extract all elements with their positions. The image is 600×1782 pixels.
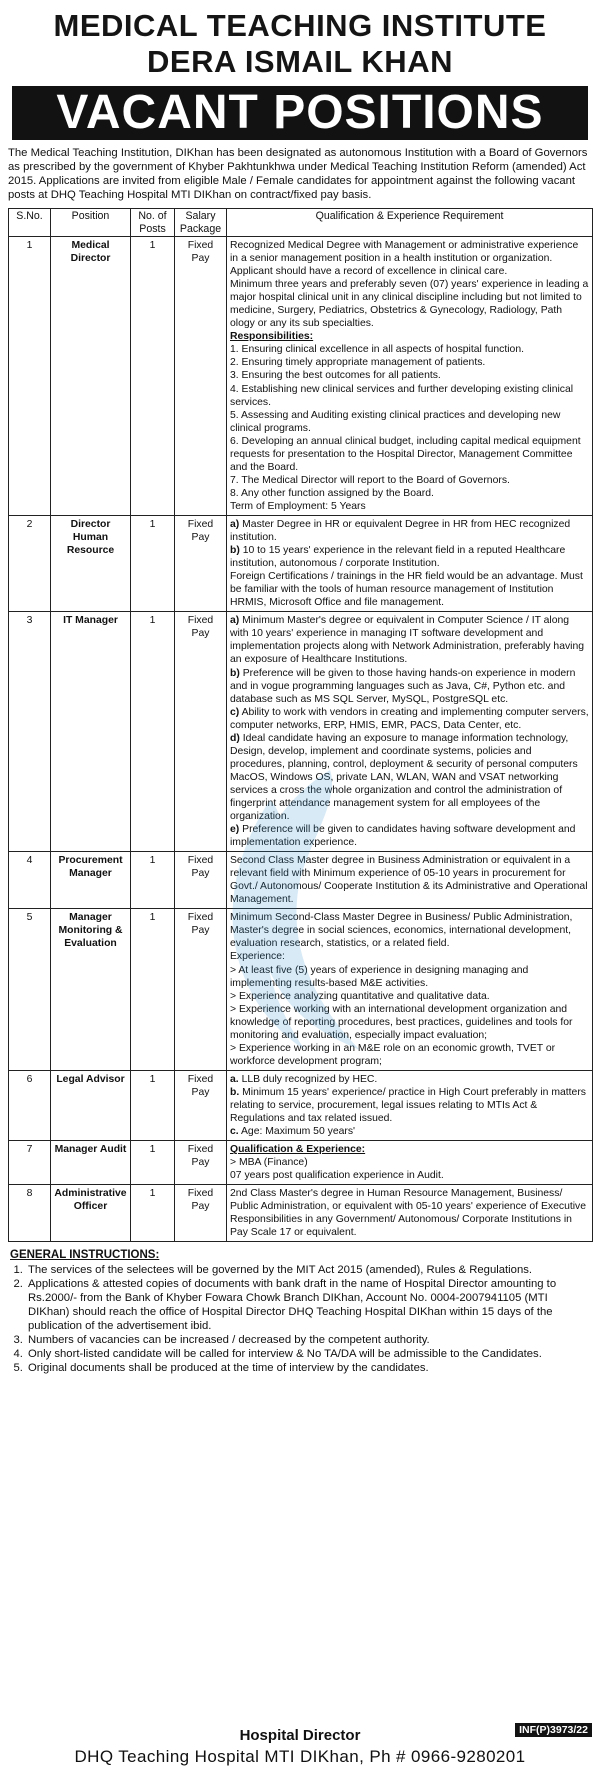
qualification-text: 07 years post qualification experience in Audit. [230, 1170, 444, 1182]
cell-posts: 1 [131, 909, 175, 1071]
cell-position: IT Manager [51, 612, 131, 852]
instruction-item: 1. The services of the selectees will be governed by the MIT Act 2015 (amended), Rules & Regulations. [26, 1263, 590, 1277]
qualification-text: 2. Ensuring timely appropriate management of patients. [230, 357, 486, 369]
reference-code: INF(P)3973/22 [515, 1723, 592, 1737]
table-row [9, 237, 593, 516]
cell-qualification [227, 1141, 593, 1185]
qualification-text: Preference will be given to those having hands-on experience in modern and in vogue programming languages such as Java, C#, Python etc. and database such as MS SQL Server, MySQL, PostgreSQL etc. [230, 667, 576, 705]
qualification-text: Ability to work with vendors in creating and implementing computer servers, computer networks, ERP, HMIS, EMR, PACS, Data Center, etc. [230, 706, 589, 731]
cell-qualification [227, 852, 593, 909]
cell-salary: Fixed Pay [175, 1185, 227, 1242]
qualification-line [230, 1187, 589, 1239]
qualification-line [230, 343, 589, 356]
qualification-line [230, 383, 589, 409]
qualification-text: Minimum three years and preferably seven (07) years' experience in leading a major hospital clinical unit in any clinical discipline including but not limited to medicine, Surgery, Pediatrics, Obstetrics & Gynecology, Radiology, Path ology or any its sub specialties. [230, 279, 589, 330]
qualification-text: Foreign Certifications / trainings in the HR field would be an advantage. Must be familiar with the tools of human resource management of Institution HRMIS, Microsoft Office and file management. [230, 571, 583, 609]
cell-posts: 1 [131, 1185, 175, 1242]
table-row [9, 612, 593, 852]
qualification-text: 5. Assessing and Auditing existing clinical practices and developing new clinical programs. [230, 409, 561, 434]
signatory-address: DHQ Teaching Hospital MTI DIKhan, Ph # 0966-9280201 [74, 1747, 526, 1766]
signatory-title: Hospital Director [239, 1727, 361, 1744]
qualification-line [230, 278, 589, 330]
qualification-text: 8. Any other function assigned by the Board. [230, 487, 434, 499]
qualification-text: 4. Establishing new clinical services and further developing existing clinical services. [230, 383, 574, 408]
qualification-line [230, 667, 589, 706]
cell-posts: 1 [131, 515, 175, 611]
header-posts: No. of Posts [131, 209, 175, 237]
advert-header [0, 0, 600, 140]
qualification-line [230, 474, 589, 487]
qualification-text: > Experience working with an international development organization and knowledge of reporting procedures, best practices, guidelines and tools for monitoring and evaluation, especially impact evaluation; [230, 1003, 573, 1041]
qualification-marker: a) [230, 518, 240, 530]
qualification-text: > Experience working in an M&E role on an economic growth, TVET or workforce development program; [230, 1042, 556, 1067]
cell-qualification [227, 909, 593, 1071]
instruction-item: 5. Original documents shall be produced at the time of interview by the candidates. [26, 1361, 590, 1375]
qualification-text: 6. Developing an annual clinical budget, including capital medical equipment requests for presentation to the Hospital Director, Management Committee and the Board. [230, 435, 581, 473]
instruction-item: 2. Applications & attested copies of documents with bank draft in the name of Hospital Director amounting to Rs.2000/- from the Bank of Khyber Fowara Chowk Branch DIKhan, Account No. 0004-2007941105 (MTI DIKhan) should reach the office of Hospital Director DHQ Teaching Hospital DIKhan within 15 days of the publication of the advertisement ibid. [26, 1277, 590, 1333]
qualification-line [230, 409, 589, 435]
instructions-title: GENERAL INSTRUCTIONS: [10, 1249, 160, 1262]
table-row [9, 1141, 593, 1185]
table-header-row [9, 209, 593, 237]
cell-sno: 8 [9, 1185, 51, 1242]
qualification-line [230, 487, 589, 500]
qualification-line [230, 1042, 589, 1068]
qualification-text: 3. Ensuring the best outcomes for all patients. [230, 370, 441, 382]
cell-salary: Fixed Pay [175, 612, 227, 852]
cell-position: Administrative Officer [51, 1185, 131, 1242]
qualification-line [230, 356, 589, 369]
cell-position: Procurement Manager [51, 852, 131, 909]
header-sno: S.No. [9, 209, 51, 237]
header-position: Position [51, 209, 131, 237]
qualification-line [230, 732, 589, 823]
instruction-item: 3. Numbers of vacancies can be increased / decreased by the competent authority. [26, 1333, 590, 1347]
qualification-line [230, 544, 589, 570]
positions-table [8, 208, 593, 1242]
header-qualification: Qualification & Experience Requirement [227, 209, 593, 237]
cell-salary: Fixed Pay [175, 852, 227, 909]
cell-salary: Fixed Pay [175, 237, 227, 516]
qualification-text: Minimum 15 years' experience/ practice in High Court preferably in matters relating to service, procurement, legal issues relating to MTIs Act & Regulations and tax related issued. [230, 1086, 586, 1125]
header-salary: Salary Package [175, 209, 227, 237]
qualification-line [230, 1156, 589, 1169]
qualification-line [230, 950, 589, 963]
qualification-line [230, 1143, 589, 1156]
instructions-list [10, 1263, 590, 1376]
qualification-marker: d) [230, 732, 240, 744]
qualification-text: > Experience analyzing quantitative and qualitative data. [230, 990, 490, 1002]
cell-position: Legal Advisor [51, 1070, 131, 1140]
qualification-line [230, 1125, 589, 1138]
qualification-line [230, 1086, 589, 1125]
qualification-text: Applicant should have a record of excellence in clinical care. [230, 266, 508, 278]
qualification-line [230, 1003, 589, 1042]
qualification-marker: a) [230, 615, 240, 627]
cell-posts: 1 [131, 1070, 175, 1140]
cell-salary: Fixed Pay [175, 1070, 227, 1140]
cell-qualification [227, 1185, 593, 1242]
table-row [9, 852, 593, 909]
qualification-line [230, 823, 589, 849]
cell-salary: Fixed Pay [175, 515, 227, 611]
qualification-line [230, 706, 589, 732]
cell-sno: 7 [9, 1141, 51, 1185]
qualification-text: Master Degree in HR or equivalent Degree in HR from HEC recognized institution. [230, 518, 571, 544]
qualification-line [230, 990, 589, 1003]
general-instructions [0, 1242, 600, 1375]
qualification-line [230, 265, 589, 278]
qualification-marker: c. [230, 1126, 239, 1138]
qualification-marker: a. [230, 1073, 239, 1085]
table-row [9, 909, 593, 1071]
intro-paragraph: The Medical Teaching Institution, DIKhan has been designated as autonomous Institution with a Board of Governors as prescribed by the government of Khyber Pakhtunkhwa under Medical Teaching Institution Reform (amended) Act 2015. Applications are invited from eligible Male / Female candidates for appointment against the following vacant posts at DHQ Teaching Hospital MTI DIKhan on contract/fixed pay basis. [8, 147, 588, 201]
qualification-line [230, 239, 589, 265]
qualification-text: Experience: [230, 951, 285, 963]
cell-sno: 3 [9, 612, 51, 852]
qualification-text: > At least five (5) years of experience in designing managing and implementing results-based M&E activities. [230, 964, 529, 989]
qualification-text: Minimum Master's degree or equivalent in Computer Science / IT along with 10 years' experience in managing IT software development and implementation projects along with Network Administration, preferably having an exposure of Healthcare Institutions. [230, 615, 585, 666]
qualification-text: Age: Maximum 50 years' [241, 1126, 356, 1138]
qualification-line [230, 500, 589, 513]
qualification-line [230, 435, 589, 474]
cell-sno: 6 [9, 1070, 51, 1140]
qualification-marker: b) [230, 667, 240, 679]
qualification-line [230, 1169, 589, 1182]
qualification-text: 7. The Medical Director will report to the Board of Governors. [230, 474, 510, 486]
qualification-text: Minimum Second-Class Master Degree in Business/ Public Administration, Master's degree in social sciences, economics, international development, evaluation research, statistics, or a related field. [230, 912, 573, 950]
cell-salary: Fixed Pay [175, 1141, 227, 1185]
qualification-marker: b. [230, 1086, 240, 1098]
qualification-text: Second Class Master degree in Business Administration or equivalent in a relevant field with Minimum experience of 05-10 years in procurement for Govt./ Autonomous/ Cooperate Institution & its Administrative and Operational Management. [230, 855, 588, 906]
qualification-text: > MBA (Finance) [230, 1157, 308, 1169]
qualification-text: LLB duly recognized by HEC. [241, 1073, 378, 1085]
qualification-text: 2nd Class Master's degree in Human Resource Management, Business/ Public Administration, or equivalent with 05-10 years' experience of Executive Responsibilities in any Government/ Autonomous/ Corporate Institutions in Pay Scale 17 or equivalent. [230, 1188, 587, 1239]
qualification-line [230, 518, 589, 544]
cell-sno: 4 [9, 852, 51, 909]
cell-sno: 5 [9, 909, 51, 1071]
qualification-line [230, 614, 589, 666]
qualification-line [230, 330, 589, 343]
cell-position: Manager Audit [51, 1141, 131, 1185]
table-row [9, 1070, 593, 1140]
qualification-line [230, 964, 589, 990]
instruction-item: 4. Only short-listed candidate will be called for interview & No TA/DA will be admissible to the Candidates. [26, 1347, 590, 1361]
cell-salary: Fixed Pay [175, 909, 227, 1071]
table-row [9, 515, 593, 611]
qualification-text: Term of Employment: 5 Years [230, 500, 366, 512]
qualification-text: 1. Ensuring clinical excellence in all aspects of hospital function. [230, 344, 524, 356]
footer [0, 1726, 600, 1768]
institute-city: DERA ISMAIL KHAN [147, 44, 453, 79]
cell-qualification [227, 1070, 593, 1140]
qualification-marker: c) [230, 706, 240, 718]
qualification-line [230, 570, 589, 609]
cell-qualification [227, 515, 593, 611]
qualification-text: Responsibilities: [230, 331, 314, 343]
qualification-line [230, 911, 589, 950]
qualification-text: 10 to 15 years' experience in the relevant field in a reputed Healthcare institution, autonomous / corporate Institution. [230, 545, 566, 570]
qualification-marker: e) [230, 824, 240, 836]
qualification-text: Recognized Medical Degree with Management or administrative experience in a senior management position in a health institution or organization. [230, 240, 579, 265]
qualification-line [230, 854, 589, 906]
qualification-text: Ideal candidate having an exposure to manage information technology, Design, develop, implement and coordinate systems, policies and procedures, planning, control, deployment & security of personal computers MacOS, Windows OS, private LAN, WLAN, WAN and VSAT networking services a cross the whole organization and control the administration of fingerprint attendance management system for all employees of the organization. [230, 732, 578, 823]
vacant-positions-banner: VACANT POSITIONS [12, 86, 588, 140]
cell-position: Medical Director [51, 237, 131, 516]
cell-qualification [227, 237, 593, 516]
cell-posts: 1 [131, 612, 175, 852]
cell-sno: 1 [9, 237, 51, 516]
cell-position: Manager Monitoring & Evaluation [51, 909, 131, 1071]
qualification-line [230, 1073, 589, 1086]
table-body [9, 237, 593, 1242]
qualification-text: Preference will be given to candidates having software development and implementation experience. [230, 824, 576, 849]
cell-qualification [227, 612, 593, 852]
cell-sno: 2 [9, 515, 51, 611]
table-row [9, 1185, 593, 1242]
institute-name: MEDICAL TEACHING INSTITUTE [53, 8, 547, 43]
cell-position: Director Human Resource [51, 515, 131, 611]
qualification-text: Qualification & Experience: [230, 1144, 366, 1156]
cell-posts: 1 [131, 1141, 175, 1185]
qualification-line [230, 369, 589, 382]
cell-posts: 1 [131, 852, 175, 909]
qualification-marker: b) [230, 545, 240, 557]
cell-posts: 1 [131, 237, 175, 516]
